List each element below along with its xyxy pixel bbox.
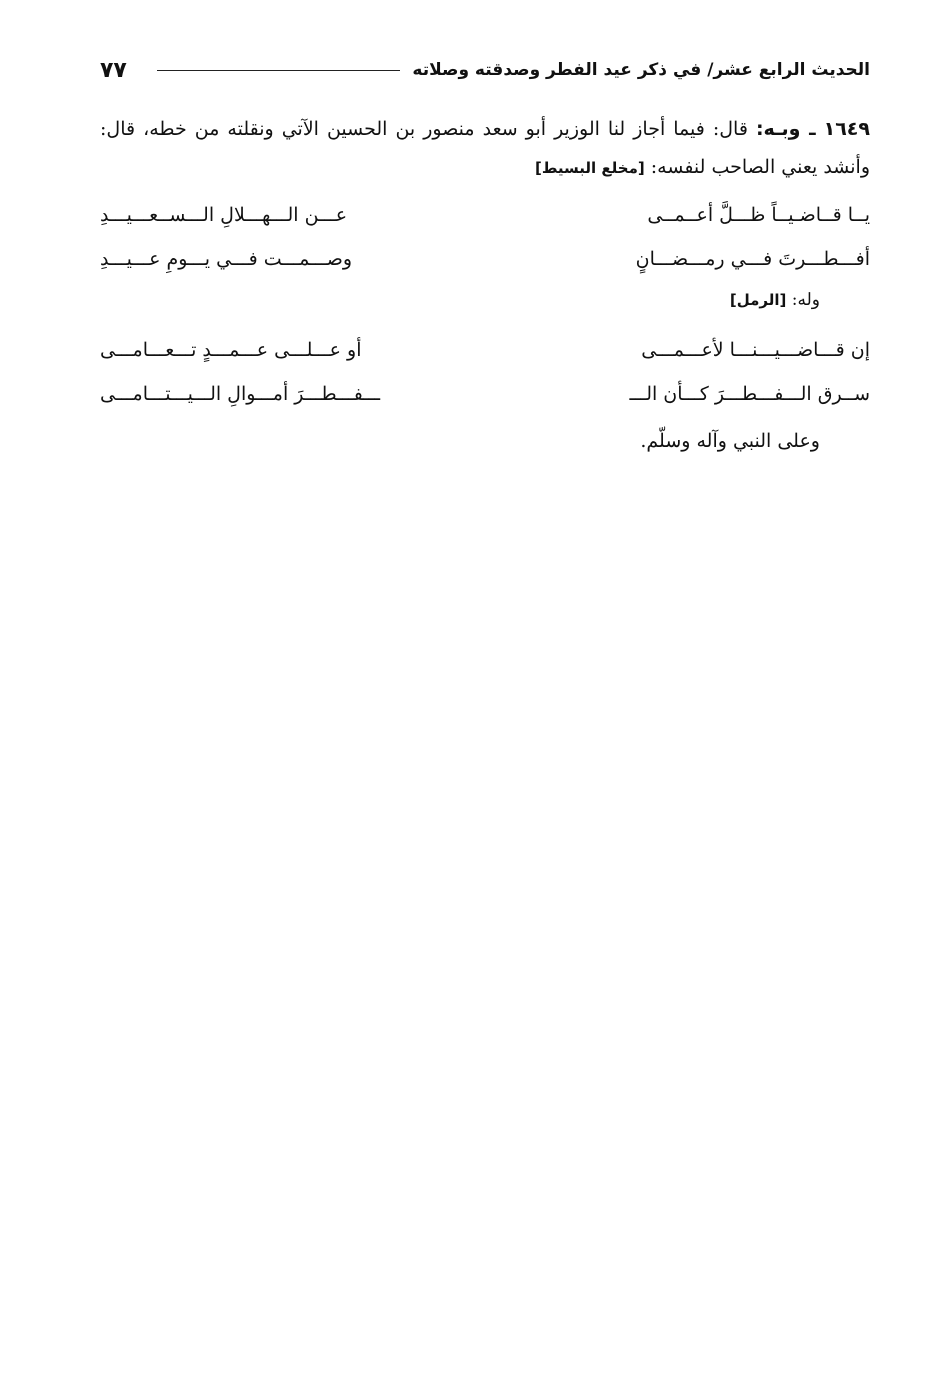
entry-paragraph [100, 110, 870, 187]
verse-first-hemistich: يــا قــاضـيــاً ظـــلَّ أعــمــى [647, 204, 870, 226]
entry-number: ١٦٤٩ [823, 118, 870, 140]
verse-second-hemistich: أو عـــلـــى عـــمـــدٍ تـــعـــامـــى [100, 339, 362, 361]
verse-first-hemistich: ســرق الـــفـــطـــرَ كـــأن الـــ [629, 383, 870, 405]
closing-line: وعلى النبي وآله وسلّم. [640, 430, 820, 452]
header-rule [157, 70, 401, 71]
verse [100, 193, 870, 237]
verse-second-hemistich: عـــن الـــهـــلالِ الـــســعـــيـــدِ [100, 204, 348, 226]
verse [100, 372, 870, 416]
meter-label: [مخلع البسيط] [534, 159, 645, 177]
poem-basit [100, 193, 870, 281]
poem-intro [100, 282, 820, 318]
page-number: ٧٧ [100, 57, 127, 83]
poem-ramal [100, 328, 870, 416]
running-header [100, 50, 870, 90]
verse-first-hemistich: أفـــطـــرتَ فـــي رمـــضـــانٍ [635, 248, 870, 270]
verse-second-hemistich: ـــفـــطـــرَ أمـــوالِ الـــيـــتـــامـــى [100, 383, 381, 405]
meter-label: [الرمل] [729, 291, 787, 309]
running-title: الحديث الرابع عشر/ في ذكر عيد الفطر وصدقته وصلاته [412, 60, 870, 80]
verse-first-hemistich: إن قـــاضـــيـــنـــا لأعـــمـــى [641, 339, 870, 361]
verse [100, 328, 870, 372]
entry-text: قال: فيما أجاز لنا الوزير أبو سعد منصور بن الحسين الآتي ونقلته من خطه، قال: وأنشد يعني الصاحب لنفسه: [100, 118, 870, 178]
entry-chain: ـ وبـه: [755, 118, 816, 140]
poem-intro-text: وله: [791, 290, 820, 310]
verse [100, 237, 870, 281]
verse-second-hemistich: وصـــمـــت فـــي يـــومِ عـــيـــدِ [100, 248, 353, 270]
